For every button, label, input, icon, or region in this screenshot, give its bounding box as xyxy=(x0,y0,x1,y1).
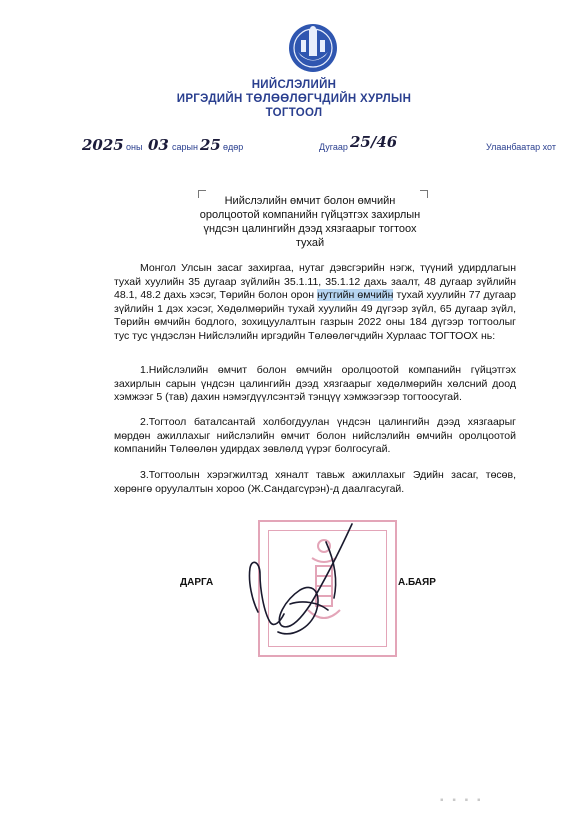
item-text: 2.Тогтоол баталсантай холбогдуулан үндсэн цалингийн дээд хязгаарыг мөрдөн ажиллахыг нийслэлийн өмчит болон нийслэлийн өмчийн оролцоотой компанийн Төлөөлөн удирдах зөвлөлд үүрэг болгосугай. xyxy=(114,416,516,455)
document-meta-row xyxy=(82,133,556,158)
signature-title: ДАРГА xyxy=(180,577,214,588)
meta-number: 25/46 xyxy=(350,133,398,151)
document-type: ТОГТООЛ xyxy=(265,107,323,119)
org-name-line2: ИРГЭДИЙН ТӨЛӨӨЛӨГЧДИЙН ХУРЛЫН xyxy=(176,93,412,105)
signature-name: А.БАЯР xyxy=(398,577,436,588)
meta-city: Улаанбаатар хот xyxy=(486,142,556,152)
title-line: оролцоотой компанийн гүйцэтгэх захирлын xyxy=(199,209,421,221)
meta-year: 2025 xyxy=(82,136,124,154)
handwritten-signature xyxy=(230,520,380,645)
meta-day-suffix: өдөр xyxy=(223,142,244,152)
item-text: 3.Тогтоолын хэрэгжилтэд хяналт тавьж ажиллахыг Эдийн засаг, төсөв, хөрөнгө оруулалтын хороо (Ж.Сандагсүрэн)-д даалгасугай. xyxy=(114,469,516,495)
resolution-item-1 xyxy=(114,364,516,405)
item-text: 1.Нийслэлийн өмчит болон өмчийн оролцоотой компанийн гүйцэтгэх захирлын сарын үндсэн цалингийн дээд хязгаарыг хөдөлмөрийн хөлсний доод хэмжээг 5 (тав) дахин нэмэгдүүлсэнтэй тэнцүү хэмжээгээр тогтоосугай. xyxy=(114,364,516,403)
preamble-text: тухай хуулийн 77 дугаар зүйлийн 1 дэх хэсэг, Хөдөлмөрийн тухай хуулийн 49 дүгээр зүйл, 65 дугаар зүйл, Төрийн өмчийн бодлого, зохицуулалтын газрын 2022 оны 184 дүгээр тогтоолыг тус тус үндэслэн Нийслэлийн иргэдийн Төлөөлөгчдийн Хурлаас ТОГТООХ нь: xyxy=(114,289,516,342)
org-name-line1: НИЙСЛЭЛИЙН xyxy=(251,79,337,91)
highlighted-text: нутгийн өмчийн xyxy=(317,289,394,301)
title-line: тухай xyxy=(295,237,325,249)
title-line: Нийслэлийн өмчит болон өмчийн xyxy=(224,195,396,207)
document-title xyxy=(160,194,460,250)
meta-day: 25 xyxy=(200,136,221,154)
preamble-text: Монгол Улсын засаг захиргаа, нутаг дэвсгэрийн нэгж, түүний удирдлагын тухай хуулийн 35 дугаар зүйлийн 35.1.11, 35.1.12 дахь заалт, 48 дугаар зүйлийн 48.1, 48.2 дахь хэсэг, Төрийн болон орон xyxy=(114,262,516,301)
resolution-item-2 xyxy=(114,416,516,457)
meta-number-label: Дугаар xyxy=(319,142,348,152)
title-line: үндсэн цалингийн дээд хязгаарыг тогтоох xyxy=(203,223,417,235)
meta-month: 03 xyxy=(148,136,169,154)
meta-month-suffix: сарын xyxy=(172,142,198,152)
faint-footer-mark: ▪ ▪ ▪ ▪ xyxy=(440,795,484,806)
state-emblem-icon xyxy=(287,22,339,74)
preamble-paragraph xyxy=(114,262,516,343)
resolution-item-3 xyxy=(114,469,516,496)
meta-year-suffix: оны xyxy=(126,142,143,152)
